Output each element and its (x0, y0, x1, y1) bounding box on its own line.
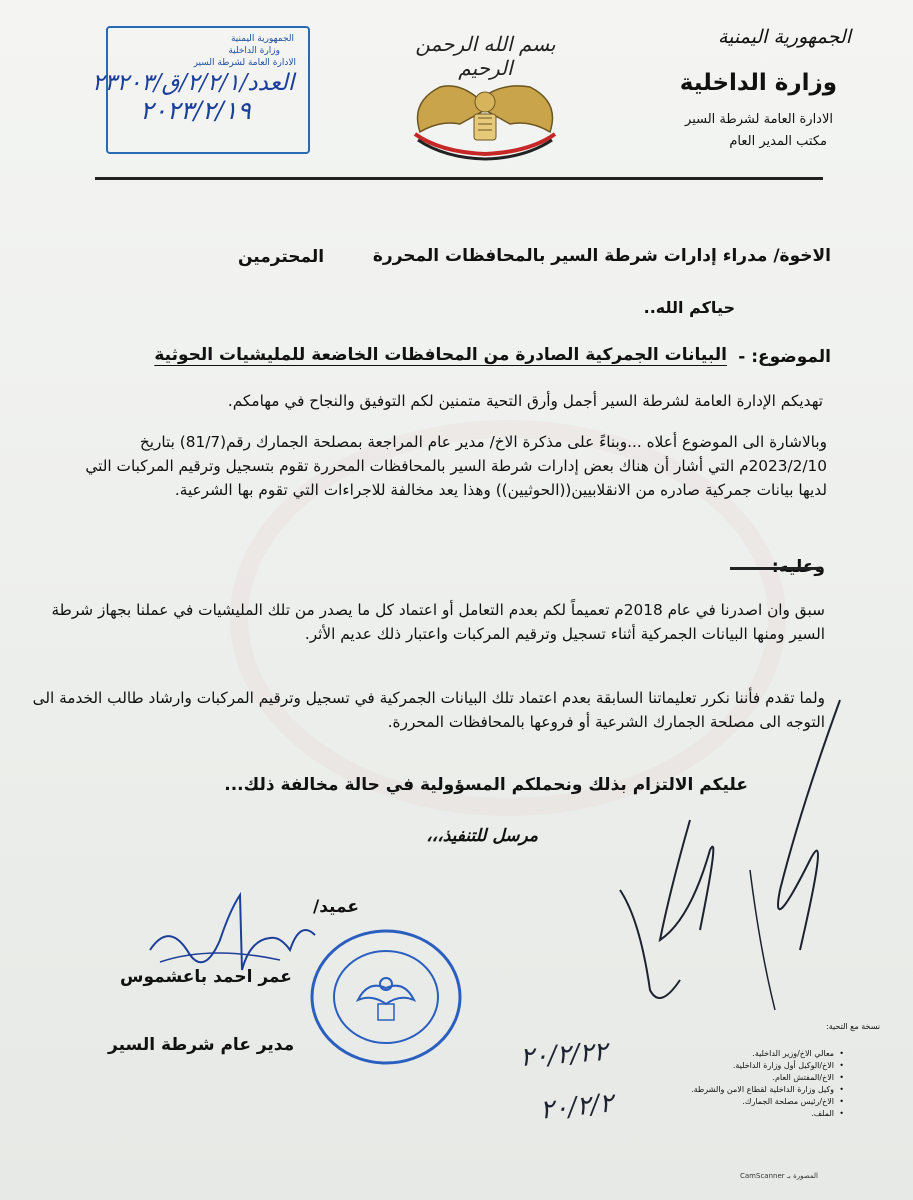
therefore-heading: وعليه: (771, 557, 825, 577)
paragraph-instructions: ولما تقدم فأننا نكرر تعليماتنا السابقة بعدم اعتماد تلك البيانات الجمركية في تسجيل وترقيم المركبات وارشاد طالب الخدمة الى التوجه الى مصلحة الجمارك الشرعية أو فروعها بالمحافظات المحررة. (32, 689, 825, 731)
stamp-line-1: الجمهورية اليمنية (230, 34, 294, 44)
subject-label: الموضوع: - (738, 347, 831, 367)
copy-item: • الاخ/المفتش العام. (652, 1072, 844, 1084)
copy-item: • وكيل وزارة الداخلية لقطاع الامن والشرطة. (652, 1084, 844, 1096)
copies-list (652, 1048, 844, 1120)
stamp-line-3: الادارة العامة لشرطة السير (193, 58, 296, 68)
signatory-title: مدير عام شرطة السير (108, 1035, 295, 1055)
paragraph-greeting: تهديكم الإدارة العامة لشرطة السير أجمل وأرق التحية متمنين لكم التوفيق والنجاح في مهامكم. (227, 392, 823, 410)
respected-label: المحترمين (238, 247, 325, 267)
basmala: بسم الله الرحمن الرحيم (415, 32, 556, 80)
official-seal-icon (308, 928, 463, 1066)
yemen-eagle-emblem-icon (400, 62, 570, 162)
greeting: حياكم الله.. (643, 298, 735, 317)
copy-item: • الملف. (652, 1108, 844, 1120)
header-divider (95, 177, 823, 180)
paragraph-reference: وبالاشارة الى الموضوع أعلاه ...وبناءً على مذكرة الاخ/ مدير عام المراجعة بمصلحة الجمارك رقم(81/7) بتاريخ 2023/2/10م التي أشار أن هناك بعض إدارات شرطة السير بالمحافظات المحررة تقوم بتسجيل وترقيم المركبات التي لديها بيانات جمركية صادره من الانقلابيين((الحوثيين)) وهذا يعد مخالفة للاجراءات التي تقوم بها الشرعية. (85, 433, 827, 499)
header-department: الادارة العامة لشرطة السير (685, 112, 833, 127)
copy-item: • الاخ/الوكيل أول وزارة الداخلية. (652, 1060, 844, 1072)
header-office: مكتب المدير العام (729, 134, 827, 149)
closing-line: عليكم الالتزام بذلك ونحملكم المسؤولية في حالة مخالفة ذلك... (224, 775, 748, 795)
sent-for-execution: مرسل للتنفيذ،،، (426, 826, 538, 846)
handwritten-date-2: ٢٠/٢/٢ (538, 1088, 615, 1126)
stamp-handwritten-number: العدد/٢/٢/١/ق/٢٣٢٠٣ (92, 70, 295, 96)
scanner-footer: CamScanner المصورة بـ (740, 1172, 818, 1180)
copies-title: نسخة مع التحية: (826, 1022, 881, 1031)
marginal-handwritten-note-icon (600, 690, 880, 1050)
subject-text: البيانات الجمركية الصادرة من المحافظات الخاضعة للمليشيات الحوثية (154, 345, 727, 365)
signatory-rank: عميد/ (313, 897, 359, 917)
header-ministry: وزارة الداخلية (679, 70, 837, 96)
salutation: الاخوة/ مدراء إدارات شرطة السير بالمحافظات المحررة (372, 246, 831, 266)
stamp-handwritten-date: ٢٠٢٣/٢/١٩ (140, 96, 251, 125)
handwritten-date-1: ٢٠/٢/٢٢ (519, 1036, 609, 1074)
stamp-line-2: وزارة الداخلية (228, 46, 280, 56)
copy-item: • الاخ/رئيس مصلحة الجمارك. (652, 1096, 844, 1108)
header-republic: الجمهورية اليمنية (717, 26, 851, 48)
signatory-name: عمر احمد باعشموس (120, 967, 292, 987)
copy-item: • معالي الاخ/وزير الداخلية. (652, 1048, 844, 1060)
paragraph-previous-circular: سبق وان اصدرنا في عام 2018م تعميماً لكم بعدم التعامل أو اعتماد كل ما يصدر من تلك المليشيات في عملنا بجهاز شرطة السير ومنها البيانات الجمركية أثناء تسجيل وترقيم المركبات واعتبار ذلك عديم الأثر. (51, 601, 825, 643)
therefore-underline (730, 567, 820, 570)
signature-scribble-icon (130, 880, 330, 990)
